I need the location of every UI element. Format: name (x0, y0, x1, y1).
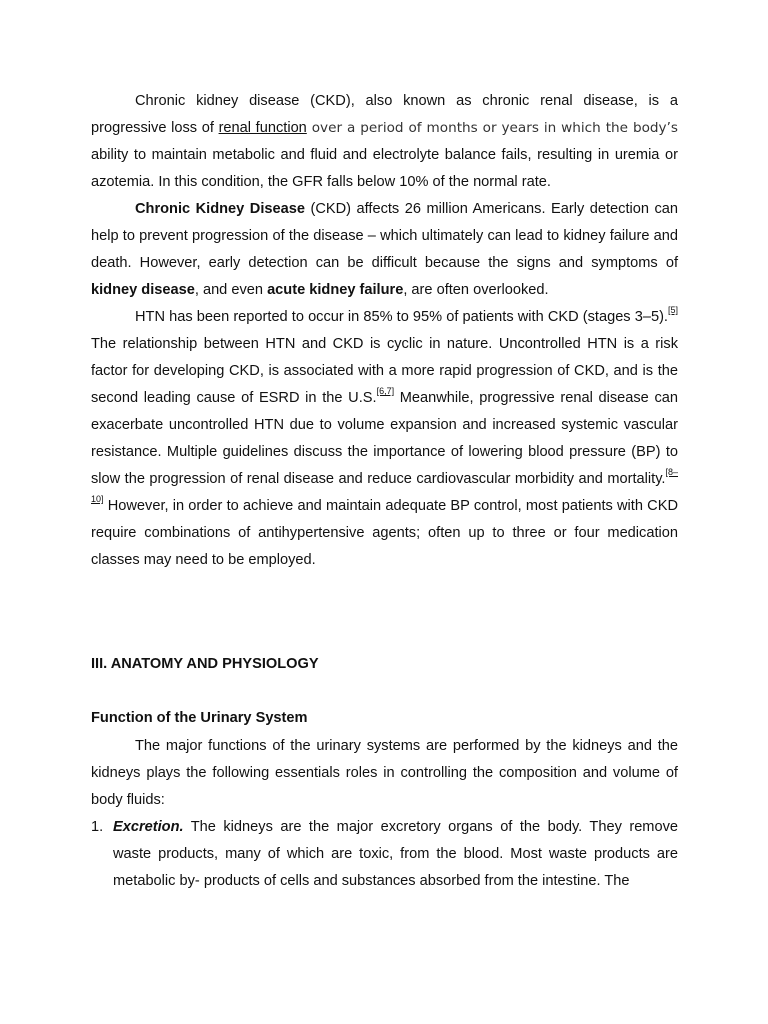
document-body (91, 88, 678, 574)
paragraph-urinary-intro: The major functions of the urinary systems are performed by the kidneys and the kidneys plays the following essentials roles in controlling the composition and volume of body fluids: (91, 738, 678, 808)
urinary-function-section (91, 733, 678, 895)
paragraph-ckd-definition (91, 88, 678, 196)
text: However, in order to achieve and maintain adequate BP control, most patients with CKD require combinations of antihypertensive agents; often up to three or four medication classes may need to be employed. (91, 498, 678, 568)
sub-heading: Function of the Urinary System (91, 710, 308, 726)
text: HTN has been reported to occur in 85% to 95% of patients with CKD (stages 3–5). (135, 309, 668, 325)
list-item (91, 814, 678, 895)
bold-term: acute kidney failure (267, 282, 404, 298)
paragraph-htn-ckd (91, 304, 678, 574)
text: Chronic kidney disease (CKD), also known as chronic renal disease, is a progressive loss of (91, 93, 678, 136)
section-heading: III. ANATOMY AND PHYSIOLOGY (91, 656, 319, 672)
list-text: The kidneys are the major excretory organs of the body. They remove waste products, many of which are toxic, from the blood. Most waste products are metabolic by- products of cells and substances absorbed from the intestine. The (113, 819, 678, 889)
list-number: 1. (91, 819, 104, 835)
list-term: Excretion. (113, 819, 184, 835)
bold-term: Chronic Kidney Disease (135, 201, 305, 217)
citation-link[interactable]: [8–10] (91, 467, 678, 504)
renal-function-link[interactable]: renal function (218, 120, 307, 136)
citation-link[interactable]: [6,7] (376, 386, 395, 396)
text: , are often overlooked. (403, 282, 549, 298)
text: The relationship between HTN and CKD is cyclic in nature. Uncontrolled HTN is a risk factor for developing CKD, is associated with a more rapid progression of CKD, and is the second leading cause of ESRD in the U.S. (91, 336, 678, 406)
paragraph-ckd-statistics (91, 196, 678, 304)
text: over a period of months or years in which the body’s (306, 120, 678, 136)
text: (CKD) affects 26 million Americans. Early detection can help to prevent progression of the disease – which ultimately can lead to kidney failure and death. However, early detection can be difficult because the signs and symptoms of (91, 201, 678, 271)
citation-link[interactable]: [5] (667, 305, 678, 315)
text: Meanwhile, progressive renal disease can exacerbate uncontrolled HTN due to volume expansion and increased systemic vascular resistance. Multiple guidelines discuss the importance of lowering blood pressure (BP) to slow the progression of renal disease and reduce cardiovascular morbidity and mortality. (91, 390, 678, 487)
text: ability to maintain metabolic and fluid and electrolyte balance fails, resulting in uremia or azotemia. In this condition, the GFR falls below 10% of the normal rate. (91, 147, 678, 190)
text: , and even (194, 282, 268, 298)
bold-term: kidney disease (91, 282, 195, 298)
